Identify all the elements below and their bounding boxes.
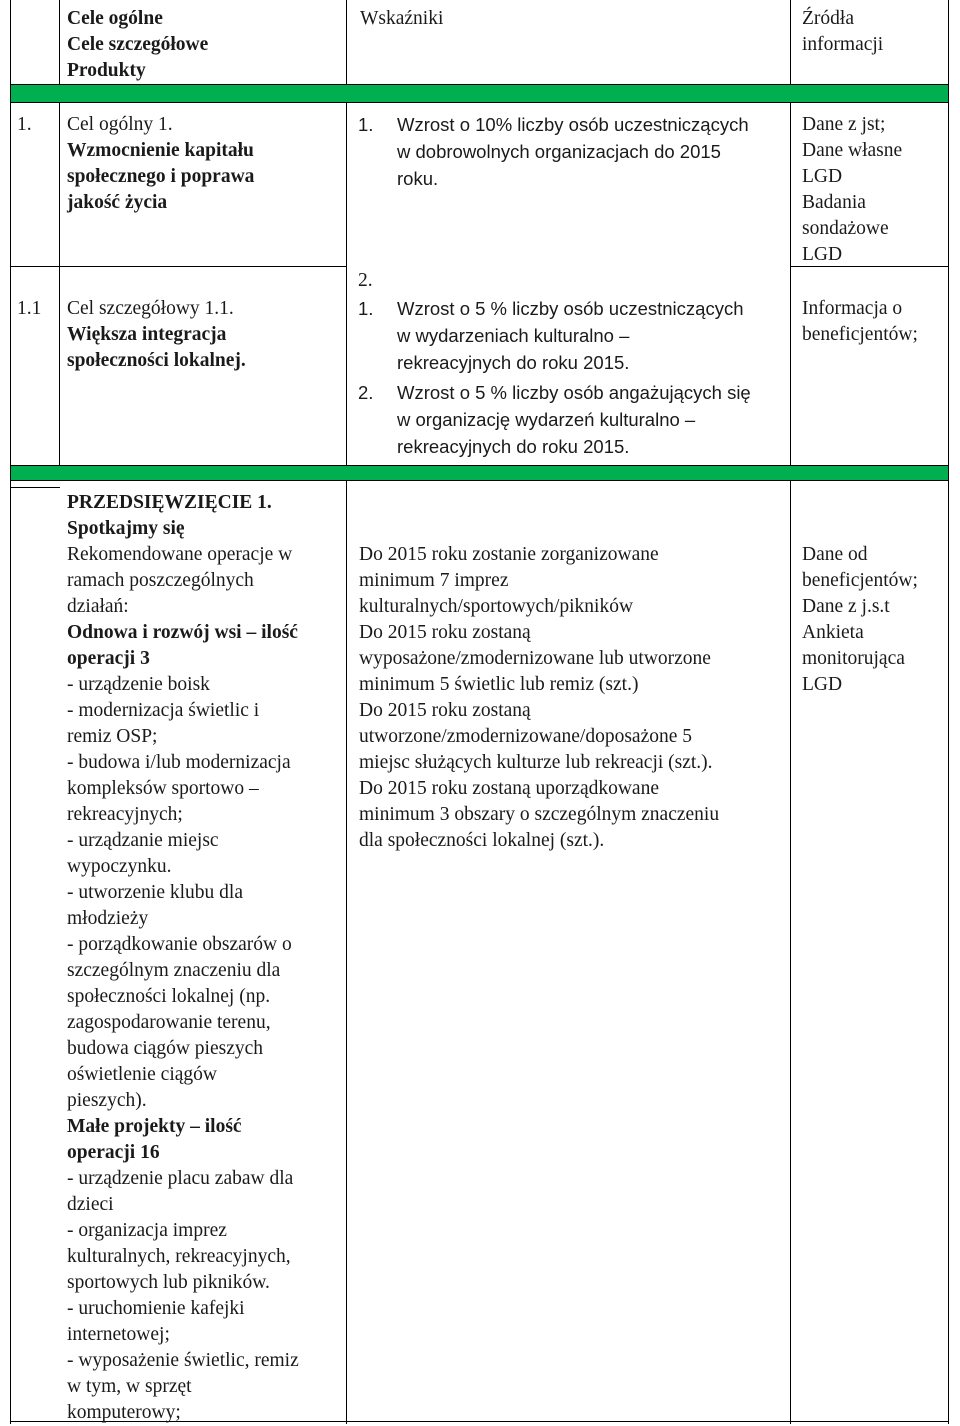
undertaking-indicator-line: dla społeczności lokalnej (szt.). <box>359 830 605 851</box>
operations-group1-item: oświetlenie ciągów <box>67 1064 217 1085</box>
undertaking-source-line-2: beneficjentów; <box>802 570 918 591</box>
specific-indicator-1-line-3: rekreacyjnych do roku 2015. <box>397 352 630 373</box>
goal-title-line-3: jakość życia <box>67 192 168 213</box>
table-border-col1 <box>59 0 60 467</box>
goal-source-line-6: LGD <box>802 244 843 265</box>
operations-group2-item: kulturalnych, rekreacyjnych, <box>67 1246 291 1267</box>
undertaking-source-line-4: Ankieta <box>802 622 864 643</box>
goal-source-line-2: Dane własne <box>802 140 903 161</box>
specific-indicator-1-number: 1. <box>358 298 374 319</box>
goal-source-line-5: sondażowe <box>802 218 889 239</box>
undertaking-indicator-line: Do 2015 roku zostaną uporządkowane <box>359 778 659 799</box>
header-goals-line-2: Cele szczegółowe <box>67 34 209 55</box>
undertaking-indicator-line: utworzone/zmodernizowane/doposażone 5 <box>359 726 693 747</box>
undertaking-indicator-line: miejsc służących kulturze lub rekreacji (szt.). <box>359 752 713 773</box>
operations-group1-item: - urządzenie boisk <box>67 674 210 695</box>
operations-group2-item: - urządzenie placu zabaw dla <box>67 1168 294 1189</box>
undertaking-title-line-1: PRZEDSIĘWZIĘCIE 1. <box>67 492 272 513</box>
specific-source-line-1: Informacja o <box>802 298 903 319</box>
operations-intro-line: ramach poszczególnych <box>67 570 254 591</box>
operations-group2-title: operacji 16 <box>67 1142 160 1163</box>
specific-number: 1.1 <box>17 298 42 319</box>
undertaking-source-line-1: Dane od <box>802 544 868 565</box>
operations-group1-item: młodzieży <box>67 908 149 929</box>
table-border-left <box>10 0 11 1424</box>
operations-group1-item: - porządkowanie obszarów o <box>67 934 292 955</box>
operations-group1-item: kompleksów sportowo – <box>67 778 259 799</box>
goal-number: 1. <box>17 114 32 135</box>
operations-group1-title: operacji 3 <box>67 648 150 669</box>
specific-indicator-1-line-2: w wydarzeniach kulturalno – <box>397 325 630 346</box>
operations-group1-item: rekreacyjnych; <box>67 804 183 825</box>
goal-title-line-2: społecznego i poprawa <box>67 166 255 187</box>
specific-indicator-1-line-1: Wzrost o 5 % liczby osób uczestniczących <box>397 298 744 319</box>
specific-label: Cel szczegółowy 1.1. <box>67 298 234 319</box>
header-goals-line-1: Cele ogólne <box>67 8 163 29</box>
operations-group2-item: w tym, w sprzęt <box>67 1376 192 1397</box>
table-border-right <box>948 0 949 1424</box>
operations-group1-item: - modernizacja świetlic i <box>67 700 260 721</box>
operations-group2-item: internetowej; <box>67 1324 170 1345</box>
specific-indicator-2-line-3: rekreacyjnych do roku 2015. <box>397 436 630 457</box>
goal-source-line-4: Badania <box>802 192 866 213</box>
header-sources-line-2: informacji <box>802 34 884 55</box>
operations-group1-item: budowa ciągów pieszych <box>67 1038 264 1059</box>
undertaking-source-line-6: LGD <box>802 674 843 695</box>
operations-group2-item: dzieci <box>67 1194 114 1215</box>
green-band-middle <box>11 466 948 480</box>
undertaking-indicator-line: minimum 5 świetlic lub remiz (szt.) <box>359 674 639 695</box>
undertaking-source-line-3: Dane z j.s.t <box>802 596 890 617</box>
operations-group2-item: sportowych lub pikników. <box>67 1272 270 1293</box>
specific-title-line-2: społeczności lokalnej. <box>67 350 246 371</box>
header-goals-line-3: Produkty <box>67 60 146 81</box>
operations-group2-item: komputerowy; <box>67 1402 181 1423</box>
specific-indicator-2-line-1: Wzrost o 5 % liczby osób angażujących się <box>397 382 751 403</box>
goal-source-line-3: LGD <box>802 166 843 187</box>
specific-title-line-1: Większa integracja <box>67 324 227 345</box>
operations-intro-line: Rekomendowane operacje w <box>67 544 293 565</box>
table-border-col3 <box>790 0 791 1424</box>
specific-indicator-2-number: 2. <box>358 382 374 403</box>
operations-group2-item: - wyposażenie świetlic, remiz <box>67 1350 299 1371</box>
undertaking-indicator-line: minimum 3 obszary o szczególnym znaczeniu <box>359 804 720 825</box>
undertaking-indicator-line: kulturalnych/sportowych/pikników <box>359 596 634 617</box>
row-divider-goal <box>10 102 949 103</box>
operations-group1-item: - utworzenie klubu dla <box>67 882 243 903</box>
goal-source-line-1: Dane z jst; <box>802 114 886 135</box>
operations-group1-item: - urządzanie miejsc <box>67 830 219 851</box>
goal-indicator-number: 1. <box>358 114 374 135</box>
operations-group1-item: społeczności lokalnej (np. <box>67 986 271 1007</box>
operations-intro-line: działań: <box>67 596 129 617</box>
table-border-col2 <box>346 0 347 1424</box>
undertaking-indicator-line: Do 2015 roku zostaną <box>359 622 531 643</box>
green-band-top <box>11 85 948 102</box>
row-divider-specific <box>10 266 347 267</box>
header-sources-line-1: Źródła <box>802 8 854 29</box>
specific-indicator-2-line-2: w organizację wydarzeń kulturalno – <box>397 409 696 430</box>
goal-indicator-line-3: roku. <box>397 168 439 189</box>
goal-indicator-line-2: w dobrowolnych organizacjach do 2015 <box>397 141 721 162</box>
operations-group1-item: - budowa i/lub modernizacja <box>67 752 291 773</box>
operations-group1-title: Odnowa i rozwój wsi – ilość <box>67 622 298 643</box>
operations-group1-item: szczególnym znaczeniu dla <box>67 960 281 981</box>
undertaking-source-line-5: monitorująca <box>802 648 905 669</box>
operations-group2-item: - organizacja imprez <box>67 1220 227 1241</box>
undertaking-indicator-line: Do 2015 roku zostaną <box>359 700 531 721</box>
operations-group1-item: pieszych). <box>67 1090 147 1111</box>
operations-group1-item: remiz OSP; <box>67 726 158 747</box>
undertaking-indicator-line: Do 2015 roku zostanie zorganizowane <box>359 544 659 565</box>
operations-group1-item: zagospodarowanie terenu, <box>67 1012 271 1033</box>
operations-group2-title: Małe projekty – ilość <box>67 1116 242 1137</box>
operations-group1-item: wypoczynku. <box>67 856 172 877</box>
goal-title-line-1: Wzmocnienie kapitału <box>67 140 254 161</box>
header-indicators: Wskaźniki <box>360 8 444 29</box>
operations-group2-item: - uruchomienie kafejki <box>67 1298 245 1319</box>
undertaking-indicator-line: wyposażone/zmodernizowane lub utworzone <box>359 648 711 669</box>
specific-indicator-header: 2. <box>358 270 373 291</box>
undertaking-title-line-2: Spotkajmy się <box>67 518 185 539</box>
specific-source-line-2: beneficjentów; <box>802 324 918 345</box>
row-divider-undertaking-3 <box>10 487 60 488</box>
row-divider-undertaking-2 <box>10 480 949 481</box>
undertaking-indicator-line: minimum 7 imprez <box>359 570 509 591</box>
goal-indicator-line-1: Wzrost o 10% liczby osób uczestniczących <box>397 114 749 135</box>
goal-label: Cel ogólny 1. <box>67 114 173 135</box>
